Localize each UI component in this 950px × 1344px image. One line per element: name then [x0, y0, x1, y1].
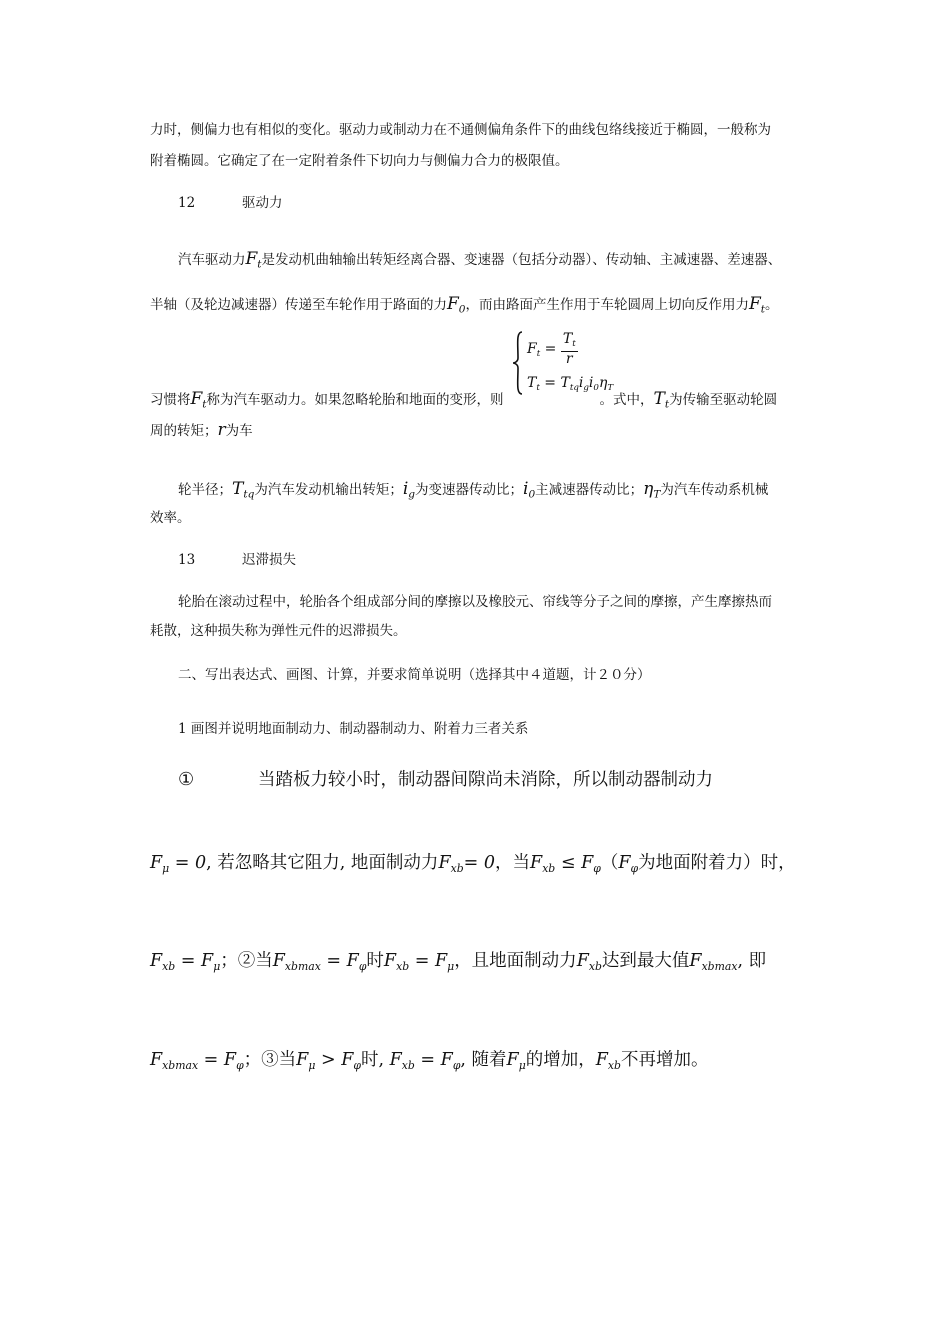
- answer-line: ① 当踏板力较小时，制动器间隙尚未消除，所以制动器制动力: [178, 769, 713, 790]
- paragraph-line: 汽车驱动力$F_t$是发动机曲轴输出转矩经离合器、变速器（包括分动器）、传动轴、主减速器、差速器、: [178, 249, 782, 271]
- paragraph-line: 轮胎在滚动过程中，轮胎各个组成部分间的摩擦以及橡胶元、帘线等分子之间的摩擦，产生摩擦热而: [178, 594, 772, 610]
- math-symbol: $F_t$: [245, 249, 262, 271]
- math-symbol: $T_t$: [653, 389, 670, 411]
- paragraph-line: 轮半径；$T_{tq}$为汽车发动机输出转矩；$i_g$为变速器传动比；$i_0$主减速器传动比；$\eta_T$为汽车传动系机械: [178, 479, 769, 501]
- math-symbol: r: [217, 420, 226, 440]
- math-symbol: $F_{xb}$: [576, 951, 602, 973]
- paragraph-line: 力时，侧偏力也有相似的变化。驱动力或制动力在不通侧偏角条件下的曲线包络线接近于椭圆，一般称为: [150, 122, 771, 138]
- math-symbol: $T_{tq}$: [232, 479, 255, 501]
- paragraph-line: 半轴（及轮边减速器）传递至车轮作用于路面的力$F_0$，而由路面产生作用于车轮圆周上切向反作用力$F_t$。: [150, 294, 779, 316]
- math-symbol: $F_t$: [749, 294, 766, 316]
- section-number: 12: [178, 195, 196, 211]
- math-symbol: $F_0$: [447, 294, 466, 316]
- math-symbol: $F_\mu > F_\varphi$: [296, 1050, 361, 1072]
- paragraph-line: 效率。: [150, 510, 191, 526]
- section-heading-12: [178, 190, 283, 216]
- section-title: 驱动力: [242, 195, 283, 211]
- math-symbol: $F_{xb} \le F_\varphi$: [530, 853, 601, 875]
- math-symbol: $F_\mu = 0$: [150, 853, 207, 875]
- section-number: 13: [178, 552, 196, 568]
- paragraph-line: 周的转矩；r为车: [150, 420, 253, 440]
- math-symbol: $F_{xb} = F_\mu$: [150, 951, 221, 973]
- math-symbol: $F_{xb} = F_\varphi$: [389, 1050, 461, 1072]
- answer-line: $F_{xb} = F_\mu$；②当$F_{xbmax} = F_\varphi$时$F_{xb} = F_\mu$，且地面制动力$F_{xb}$达到最大值$F_{xbmax}$, 即: [150, 951, 767, 973]
- answer-line: $F_{xbmax} = F_\varphi$；③当$F_\mu > F_\varphi$时, $F_{xb} = F_\varphi$, 随着$F_\mu$的增加，$F_{xb}$不再增加。: [150, 1050, 709, 1072]
- section-title: 迟滞损失: [242, 552, 296, 568]
- paragraph-line: 耗散，这种损失称为弹性元件的迟滞损失。: [150, 623, 407, 639]
- math-symbol: $F_{xbmax} = F_\varphi$: [150, 1050, 244, 1072]
- math-symbol: $F_{xb}$: [595, 1050, 621, 1072]
- math-symbol: $F_{xb}= 0$: [438, 853, 496, 875]
- part-heading: 二、写出表达式、画图、计算，并要求简单说明（选择其中４道题，计２０分）: [178, 667, 651, 683]
- math-symbol: $F_{xbmax}$: [689, 951, 738, 973]
- formula-line-1: $F_t$ = $\frac{T_t}{r}$: [527, 331, 576, 368]
- math-symbol: $F_{xb} = F_\mu$: [383, 951, 455, 973]
- answer-line: $F_\mu = 0$, 若忽略其它阻力, 地面制动力$F_{xb}= 0$，当$F_{xb} \le F_\varphi(F_\varphi$为地面附着力）时，: [150, 853, 796, 875]
- math-symbol: $F_\mu$: [506, 1050, 526, 1072]
- question-title: 1 画图并说明地面制动力、制动器制动力、附着力三者关系: [178, 721, 529, 737]
- section-heading-13: [178, 547, 296, 573]
- math-symbol: $F_{xbmax} = F_\varphi$: [272, 951, 367, 973]
- formula-line-2: $T_t = T_{tq}i_gi_0\eta_T$: [527, 375, 614, 394]
- math-symbol: $\eta_T$: [643, 479, 661, 501]
- paragraph-line: 习惯将$F_t$称为汽车驱动力。如果忽略轮胎和地面的变形，则 。式中，$T_t$为传输至驱动轮圆: [150, 389, 778, 411]
- math-symbol: $i_g$: [402, 479, 416, 501]
- math-symbol: $i_0$: [523, 479, 536, 501]
- paragraph-line: 附着椭圆。它确定了在一定附着条件下切向力与侧偏力合力的极限值。: [150, 153, 569, 169]
- math-symbol: $F_\varphi$: [618, 853, 639, 875]
- math-symbol: $F_t$: [190, 389, 207, 411]
